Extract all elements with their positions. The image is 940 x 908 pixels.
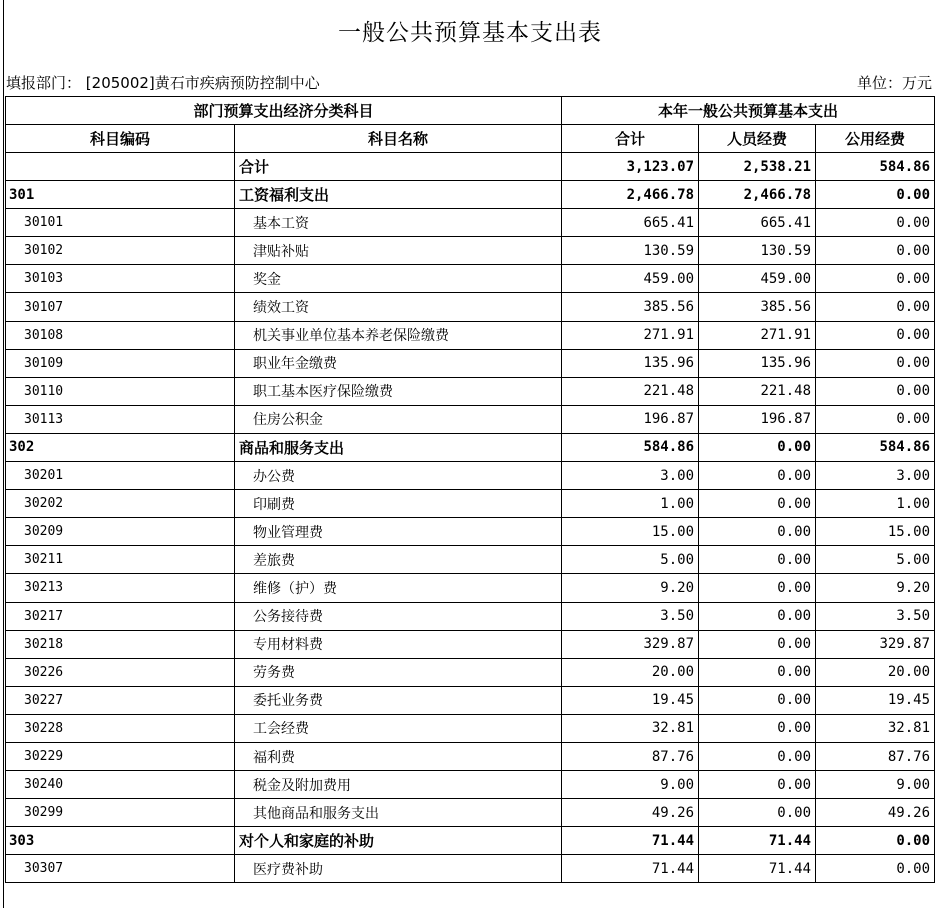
cell-code: 30101 xyxy=(6,209,235,237)
cell-code: 303 xyxy=(6,827,235,855)
cell-public: 5.00 xyxy=(816,546,935,574)
cell-public: 0.00 xyxy=(816,855,935,883)
table-row xyxy=(6,799,935,827)
cell-public: 15.00 xyxy=(816,518,935,546)
cell-personnel: 271.91 xyxy=(699,321,816,349)
cell-total: 2,466.78 xyxy=(562,181,699,209)
table-row xyxy=(6,237,935,265)
table-row xyxy=(6,293,935,321)
cell-name: 奖金 xyxy=(235,265,562,293)
cell-personnel: 0.00 xyxy=(699,602,816,630)
cell-personnel: 0.00 xyxy=(699,518,816,546)
cell-name: 住房公积金 xyxy=(235,405,562,433)
cell-name: 其他商品和服务支出 xyxy=(235,799,562,827)
cell-personnel: 130.59 xyxy=(699,237,816,265)
cell-total: 3.00 xyxy=(562,462,699,490)
cell-total: 3.50 xyxy=(562,602,699,630)
cell-code: 30102 xyxy=(6,237,235,265)
cell-public: 0.00 xyxy=(816,827,935,855)
cell-total: 130.59 xyxy=(562,237,699,265)
cell-total: 9.00 xyxy=(562,771,699,799)
cell-public: 0.00 xyxy=(816,237,935,265)
cell-code: 30299 xyxy=(6,799,235,827)
cell-name: 印刷费 xyxy=(235,490,562,518)
cell-code: 30307 xyxy=(6,855,235,883)
table-row xyxy=(6,433,935,461)
cell-public: 0.00 xyxy=(816,209,935,237)
cell-code: 30202 xyxy=(6,490,235,518)
table-row xyxy=(6,518,935,546)
department-value: [205002]黄石市疾病预防控制中心 xyxy=(85,74,320,92)
unit-label: 单位：万元 xyxy=(856,74,932,92)
cell-personnel: 459.00 xyxy=(699,265,816,293)
cell-name: 维修（护）费 xyxy=(235,574,562,602)
cell-name: 劳务费 xyxy=(235,658,562,686)
header-row-columns xyxy=(6,125,935,153)
cell-public: 87.76 xyxy=(816,742,935,770)
cell-name: 公务接待费 xyxy=(235,602,562,630)
cell-name: 绩效工资 xyxy=(235,293,562,321)
cell-code xyxy=(6,153,235,181)
cell-personnel: 221.48 xyxy=(699,377,816,405)
cell-code: 30218 xyxy=(6,630,235,658)
cell-personnel: 0.00 xyxy=(699,742,816,770)
header-row-group xyxy=(6,97,935,125)
cell-name: 物业管理费 xyxy=(235,518,562,546)
cell-code: 302 xyxy=(6,433,235,461)
cell-code: 30229 xyxy=(6,742,235,770)
cell-total: 459.00 xyxy=(562,265,699,293)
header-public: 公用经费 xyxy=(816,125,935,153)
cell-personnel: 0.00 xyxy=(699,686,816,714)
cell-total: 19.45 xyxy=(562,686,699,714)
cell-name: 福利费 xyxy=(235,742,562,770)
cell-code: 30113 xyxy=(6,405,235,433)
cell-public: 0.00 xyxy=(816,265,935,293)
cell-personnel: 385.56 xyxy=(699,293,816,321)
table-row xyxy=(6,771,935,799)
cell-total: 9.20 xyxy=(562,574,699,602)
table-row xyxy=(6,181,935,209)
header-name: 科目名称 xyxy=(235,125,562,153)
cell-personnel: 135.96 xyxy=(699,349,816,377)
cell-personnel: 0.00 xyxy=(699,714,816,742)
header-economic-classification: 部门预算支出经济分类科目 xyxy=(6,97,562,125)
cell-code: 30110 xyxy=(6,377,235,405)
cell-name: 医疗费补助 xyxy=(235,855,562,883)
cell-public: 0.00 xyxy=(816,181,935,209)
cell-public: 0.00 xyxy=(816,405,935,433)
cell-code: 30209 xyxy=(6,518,235,546)
cell-public: 20.00 xyxy=(816,658,935,686)
cell-personnel: 0.00 xyxy=(699,490,816,518)
cell-name: 基本工资 xyxy=(235,209,562,237)
cell-total: 87.76 xyxy=(562,742,699,770)
cell-public: 1.00 xyxy=(816,490,935,518)
cell-name: 工资福利支出 xyxy=(235,181,562,209)
cell-code: 301 xyxy=(6,181,235,209)
cell-personnel: 196.87 xyxy=(699,405,816,433)
cell-personnel: 2,466.78 xyxy=(699,181,816,209)
table-row xyxy=(6,686,935,714)
cell-name: 对个人和家庭的补助 xyxy=(235,827,562,855)
cell-name: 津贴补贴 xyxy=(235,237,562,265)
cell-personnel: 665.41 xyxy=(699,209,816,237)
cell-personnel: 71.44 xyxy=(699,827,816,855)
cell-code: 30108 xyxy=(6,321,235,349)
cell-code: 30213 xyxy=(6,574,235,602)
table-row xyxy=(6,602,935,630)
page-left-border xyxy=(3,0,4,908)
cell-code: 30103 xyxy=(6,265,235,293)
cell-total: 71.44 xyxy=(562,827,699,855)
table-row xyxy=(6,490,935,518)
header-personnel: 人员经费 xyxy=(699,125,816,153)
cell-total: 71.44 xyxy=(562,855,699,883)
cell-name: 合计 xyxy=(235,153,562,181)
cell-public: 19.45 xyxy=(816,686,935,714)
cell-total: 665.41 xyxy=(562,209,699,237)
cell-code: 30211 xyxy=(6,546,235,574)
table-row xyxy=(6,349,935,377)
cell-name: 商品和服务支出 xyxy=(235,433,562,461)
cell-total: 584.86 xyxy=(562,433,699,461)
cell-public: 9.20 xyxy=(816,574,935,602)
cell-personnel: 0.00 xyxy=(699,433,816,461)
cell-code: 30240 xyxy=(6,771,235,799)
table-row xyxy=(6,855,935,883)
cell-personnel: 0.00 xyxy=(699,546,816,574)
cell-total: 196.87 xyxy=(562,405,699,433)
cell-code: 30109 xyxy=(6,349,235,377)
cell-total: 221.48 xyxy=(562,377,699,405)
cell-public: 3.50 xyxy=(816,602,935,630)
cell-total: 5.00 xyxy=(562,546,699,574)
cell-code: 30217 xyxy=(6,602,235,630)
cell-personnel: 0.00 xyxy=(699,574,816,602)
cell-personnel: 0.00 xyxy=(699,630,816,658)
department-info xyxy=(6,72,320,93)
cell-code: 30226 xyxy=(6,658,235,686)
cell-name: 办公费 xyxy=(235,462,562,490)
cell-total: 329.87 xyxy=(562,630,699,658)
department-label: 填报部门： xyxy=(6,74,82,92)
cell-code: 30227 xyxy=(6,686,235,714)
table-row xyxy=(6,209,935,237)
cell-name: 职业年金缴费 xyxy=(235,349,562,377)
table-row xyxy=(6,574,935,602)
cell-name: 职工基本医疗保险缴费 xyxy=(235,377,562,405)
table-row xyxy=(6,658,935,686)
table-row xyxy=(6,405,935,433)
cell-name: 税金及附加费用 xyxy=(235,771,562,799)
cell-personnel: 71.44 xyxy=(699,855,816,883)
budget-table xyxy=(5,96,935,883)
cell-name: 专用材料费 xyxy=(235,630,562,658)
cell-total: 385.56 xyxy=(562,293,699,321)
cell-public: 32.81 xyxy=(816,714,935,742)
table-row xyxy=(6,265,935,293)
cell-total: 271.91 xyxy=(562,321,699,349)
table-row xyxy=(6,462,935,490)
cell-public: 329.87 xyxy=(816,630,935,658)
table-row xyxy=(6,546,935,574)
cell-personnel: 0.00 xyxy=(699,771,816,799)
table-body xyxy=(6,153,935,883)
cell-public: 0.00 xyxy=(816,349,935,377)
cell-total: 15.00 xyxy=(562,518,699,546)
cell-public: 584.86 xyxy=(816,433,935,461)
header-total: 合计 xyxy=(562,125,699,153)
cell-public: 49.26 xyxy=(816,799,935,827)
cell-personnel: 0.00 xyxy=(699,658,816,686)
table-row xyxy=(6,153,935,181)
cell-name: 差旅费 xyxy=(235,546,562,574)
cell-public: 9.00 xyxy=(816,771,935,799)
cell-personnel: 2,538.21 xyxy=(699,153,816,181)
cell-personnel: 0.00 xyxy=(699,462,816,490)
cell-code: 30228 xyxy=(6,714,235,742)
cell-total: 135.96 xyxy=(562,349,699,377)
table-row xyxy=(6,827,935,855)
cell-total: 1.00 xyxy=(562,490,699,518)
table-row xyxy=(6,742,935,770)
table-row xyxy=(6,321,935,349)
header-code: 科目编码 xyxy=(6,125,235,153)
table-row xyxy=(6,630,935,658)
cell-public: 0.00 xyxy=(816,377,935,405)
cell-name: 委托业务费 xyxy=(235,686,562,714)
cell-public: 0.00 xyxy=(816,293,935,321)
table-row xyxy=(6,377,935,405)
cell-public: 0.00 xyxy=(816,321,935,349)
cell-name: 机关事业单位基本养老保险缴费 xyxy=(235,321,562,349)
page-title: 一般公共预算基本支出表 xyxy=(338,20,602,46)
cell-total: 49.26 xyxy=(562,799,699,827)
cell-total: 20.00 xyxy=(562,658,699,686)
cell-total: 3,123.07 xyxy=(562,153,699,181)
cell-public: 3.00 xyxy=(816,462,935,490)
header-basic-expenditure: 本年一般公共预算基本支出 xyxy=(562,97,935,125)
table-row xyxy=(6,714,935,742)
cell-code: 30107 xyxy=(6,293,235,321)
cell-total: 32.81 xyxy=(562,714,699,742)
cell-code: 30201 xyxy=(6,462,235,490)
cell-public: 584.86 xyxy=(816,153,935,181)
cell-name: 工会经费 xyxy=(235,714,562,742)
cell-personnel: 0.00 xyxy=(699,799,816,827)
